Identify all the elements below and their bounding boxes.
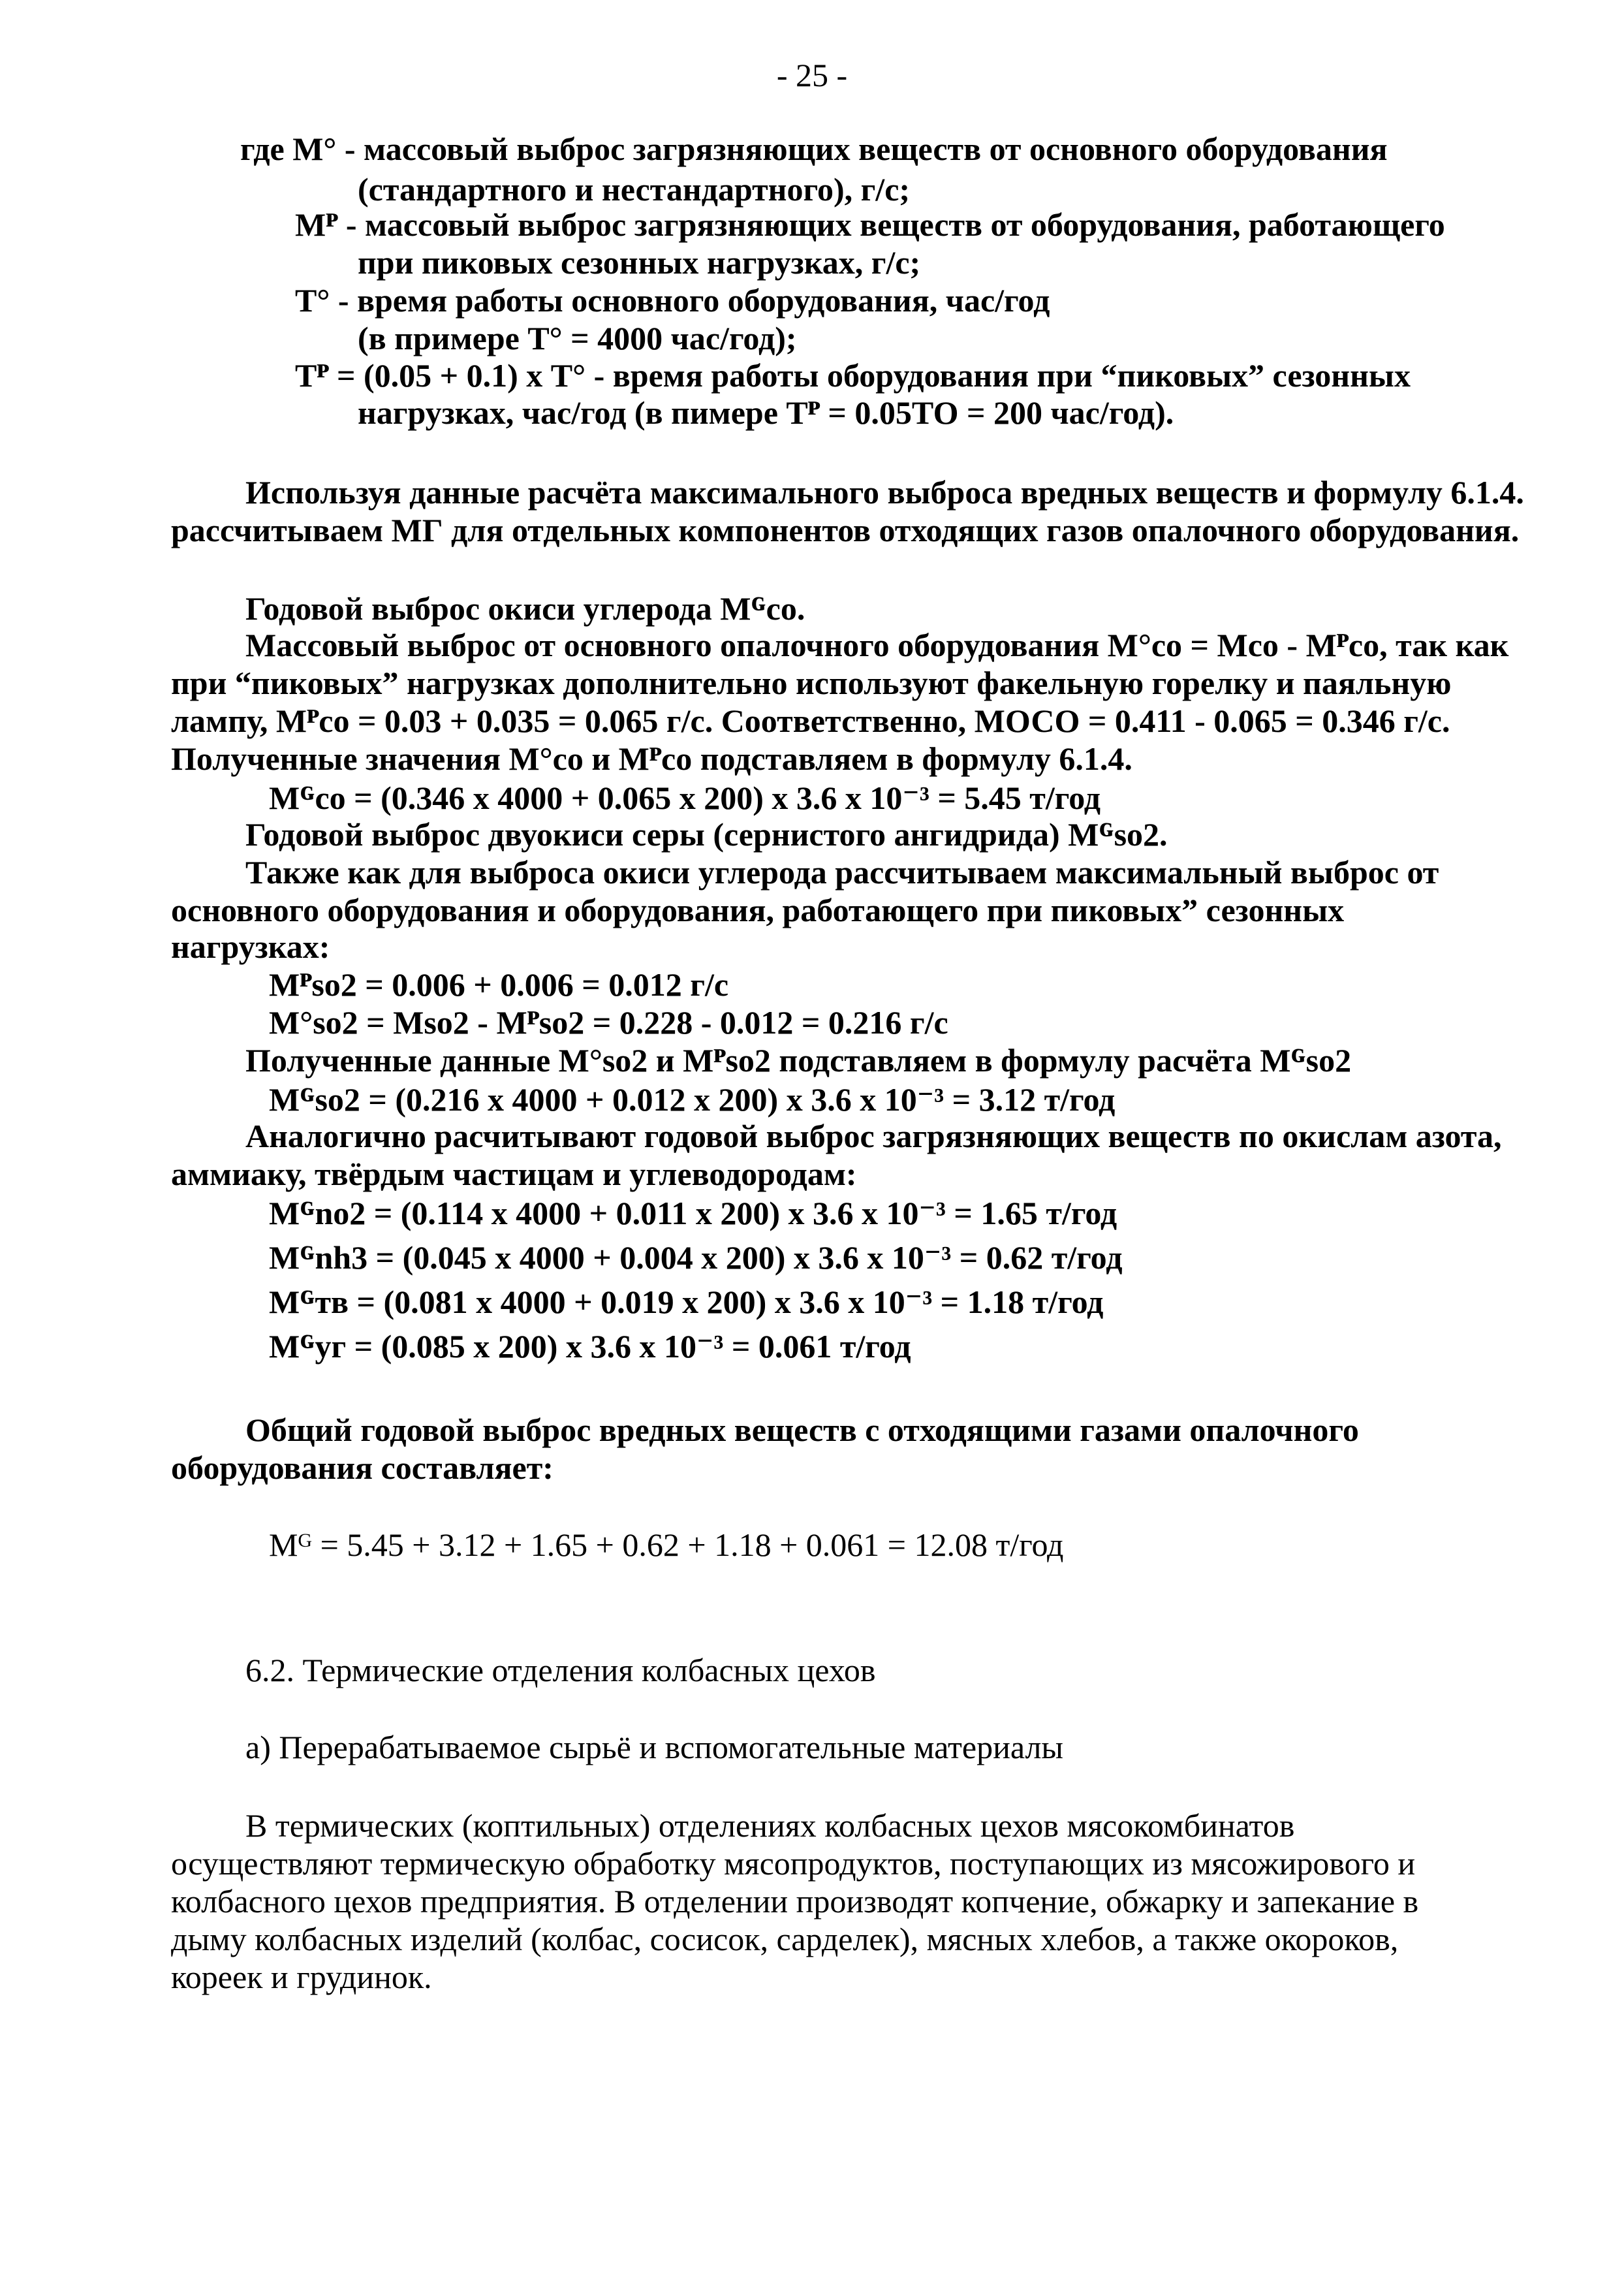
def-line-3: Мᴾ - массовый выброс загрязняющих веществ от оборудования, работающего: [295, 206, 1445, 243]
def-line-1: где М° - массовый выброс загрязняющих веществ от основного оборудования: [240, 131, 1388, 167]
def-line-8: нагрузках, час/год (в пимере Тᴾ = 0.05ТО = 200 час/год).: [358, 394, 1174, 431]
intro-line-2: рассчитываем МГ для отдельных компонентов отходящих газов опалочного оборудования.: [171, 512, 1520, 548]
def-line-4: при пиковых сезонных нагрузках, г/с;: [358, 244, 921, 281]
so2-heading: Годовой выброс двуокиси серы (сернистого ангидрида) Мᴳso2.: [245, 816, 1168, 853]
so2-formula-1: Мᴾso2 = 0.006 + 0.006 = 0.012 г/с: [269, 966, 729, 1003]
co-line-1: Массовый выброс от основного опалочного оборудования М°co = Мco - Мᴾco, так как: [245, 627, 1509, 663]
section-para-line-4: дыму колбасных изделий (колбас, сосисок, сарделек), мясных хлебов, а также окороков,: [171, 1921, 1399, 1957]
so2-line-4: Полученные данные М°so2 и Мᴾso2 подставляем в формулу расчёта Мᴳso2: [245, 1042, 1352, 1079]
analog-line-1: Аналогично расчитывают годовой выброс загрязняющих веществ по окислам азота,: [245, 1118, 1502, 1154]
so2-line-1: Также как для выброса окиси углерода рассчитываем максимальный выброс от: [245, 854, 1439, 891]
co-line-3: лампу, Мᴾco = 0.03 + 0.035 = 0.065 г/с. Соответственно, МОСО = 0.411 - 0.065 = 0.346 г/с.: [171, 703, 1450, 739]
nh3-formula: Мᴳnh3 = (0.045 х 4000 + 0.004 х 200) х 3.6 х 10⁻³ = 0.62 т/год: [269, 1239, 1123, 1276]
def-line-2: (стандартного и нестандартного), г/с;: [358, 171, 911, 208]
co-line-4: Полученные значения М°co и Мᴾco подставляем в формулу 6.1.4.: [171, 740, 1132, 777]
so2-line-3: нагрузках:: [171, 928, 330, 965]
def-line-7: Тᴾ = (0.05 + 0.1) х Т° - время работы оборудования при “пиковых” сезонных: [295, 357, 1411, 394]
def-line-5: Т° - время работы основного оборудования, час/год: [295, 282, 1050, 319]
co-formula: Мᴳco = (0.346 х 4000 + 0.065 х 200) х 3.6 х 10⁻³ = 5.45 т/год: [269, 780, 1101, 816]
section-para-line-3: колбасного цехов предприятия. В отделении производят копчение, обжарку и запекание в: [171, 1883, 1419, 1919]
section-para-line-5: кореек и грудинок.: [171, 1959, 432, 1995]
so2-line-2: основного оборудования и оборудования, работающего при пиковых” сезонных: [171, 892, 1345, 928]
ug-formula: Мᴳуг = (0.085 х 200) х 3.6 х 10⁻³ = 0.061 т/год: [269, 1328, 911, 1365]
no2-formula: Мᴳno2 = (0.114 х 4000 + 0.011 х 200) х 3.6 х 10⁻³ = 1.65 т/год: [269, 1195, 1117, 1231]
section-para-line-2: осуществляют термическую обработку мясопродуктов, поступающих из мясожирового и: [171, 1845, 1416, 1882]
total-formula: Мᴳ = 5.45 + 3.12 + 1.65 + 0.62 + 1.18 + 0.061 = 12.08 т/год: [269, 1526, 1064, 1563]
so2-formula-2: М°so2 = Мso2 - Мᴾso2 = 0.228 - 0.012 = 0.216 г/с: [269, 1004, 948, 1041]
total-line-2: оборудования составляет:: [171, 1449, 554, 1486]
analog-line-2: аммиаку, твёрдым частицам и углеводородам:: [171, 1156, 857, 1192]
section-subheading: а) Перерабатываемое сырьё и вспомогательные материалы: [245, 1729, 1064, 1765]
co-line-2: при “пиковых” нагрузках дополнительно используют факельную горелку и паяльную: [171, 665, 1452, 701]
intro-line-1: Используя данные расчёта максимального выброса вредных веществ и формулу 6.1.4.: [245, 474, 1524, 511]
section-para-line-1: В термических (коптильных) отделениях колбасных цехов мясокомбинатов: [245, 1807, 1295, 1844]
section-heading: 6.2. Термические отделения колбасных цехов: [245, 1652, 876, 1688]
total-line-1: Общий годовой выброс вредных веществ с отходящими газами опалочного: [245, 1412, 1359, 1448]
def-line-6: (в примере Т° = 4000 час/год);: [358, 320, 797, 356]
co-heading: Годовой выброс окиси углерода Мᴳco.: [245, 590, 805, 627]
page-number: - 25 -: [776, 57, 848, 93]
tv-formula: Мᴳтв = (0.081 х 4000 + 0.019 х 200) х 3.6 х 10⁻³ = 1.18 т/год: [269, 1284, 1104, 1320]
so2-formula-3: Мᴳso2 = (0.216 х 4000 + 0.012 х 200) х 3.6 х 10⁻³ = 3.12 т/год: [269, 1081, 1116, 1118]
